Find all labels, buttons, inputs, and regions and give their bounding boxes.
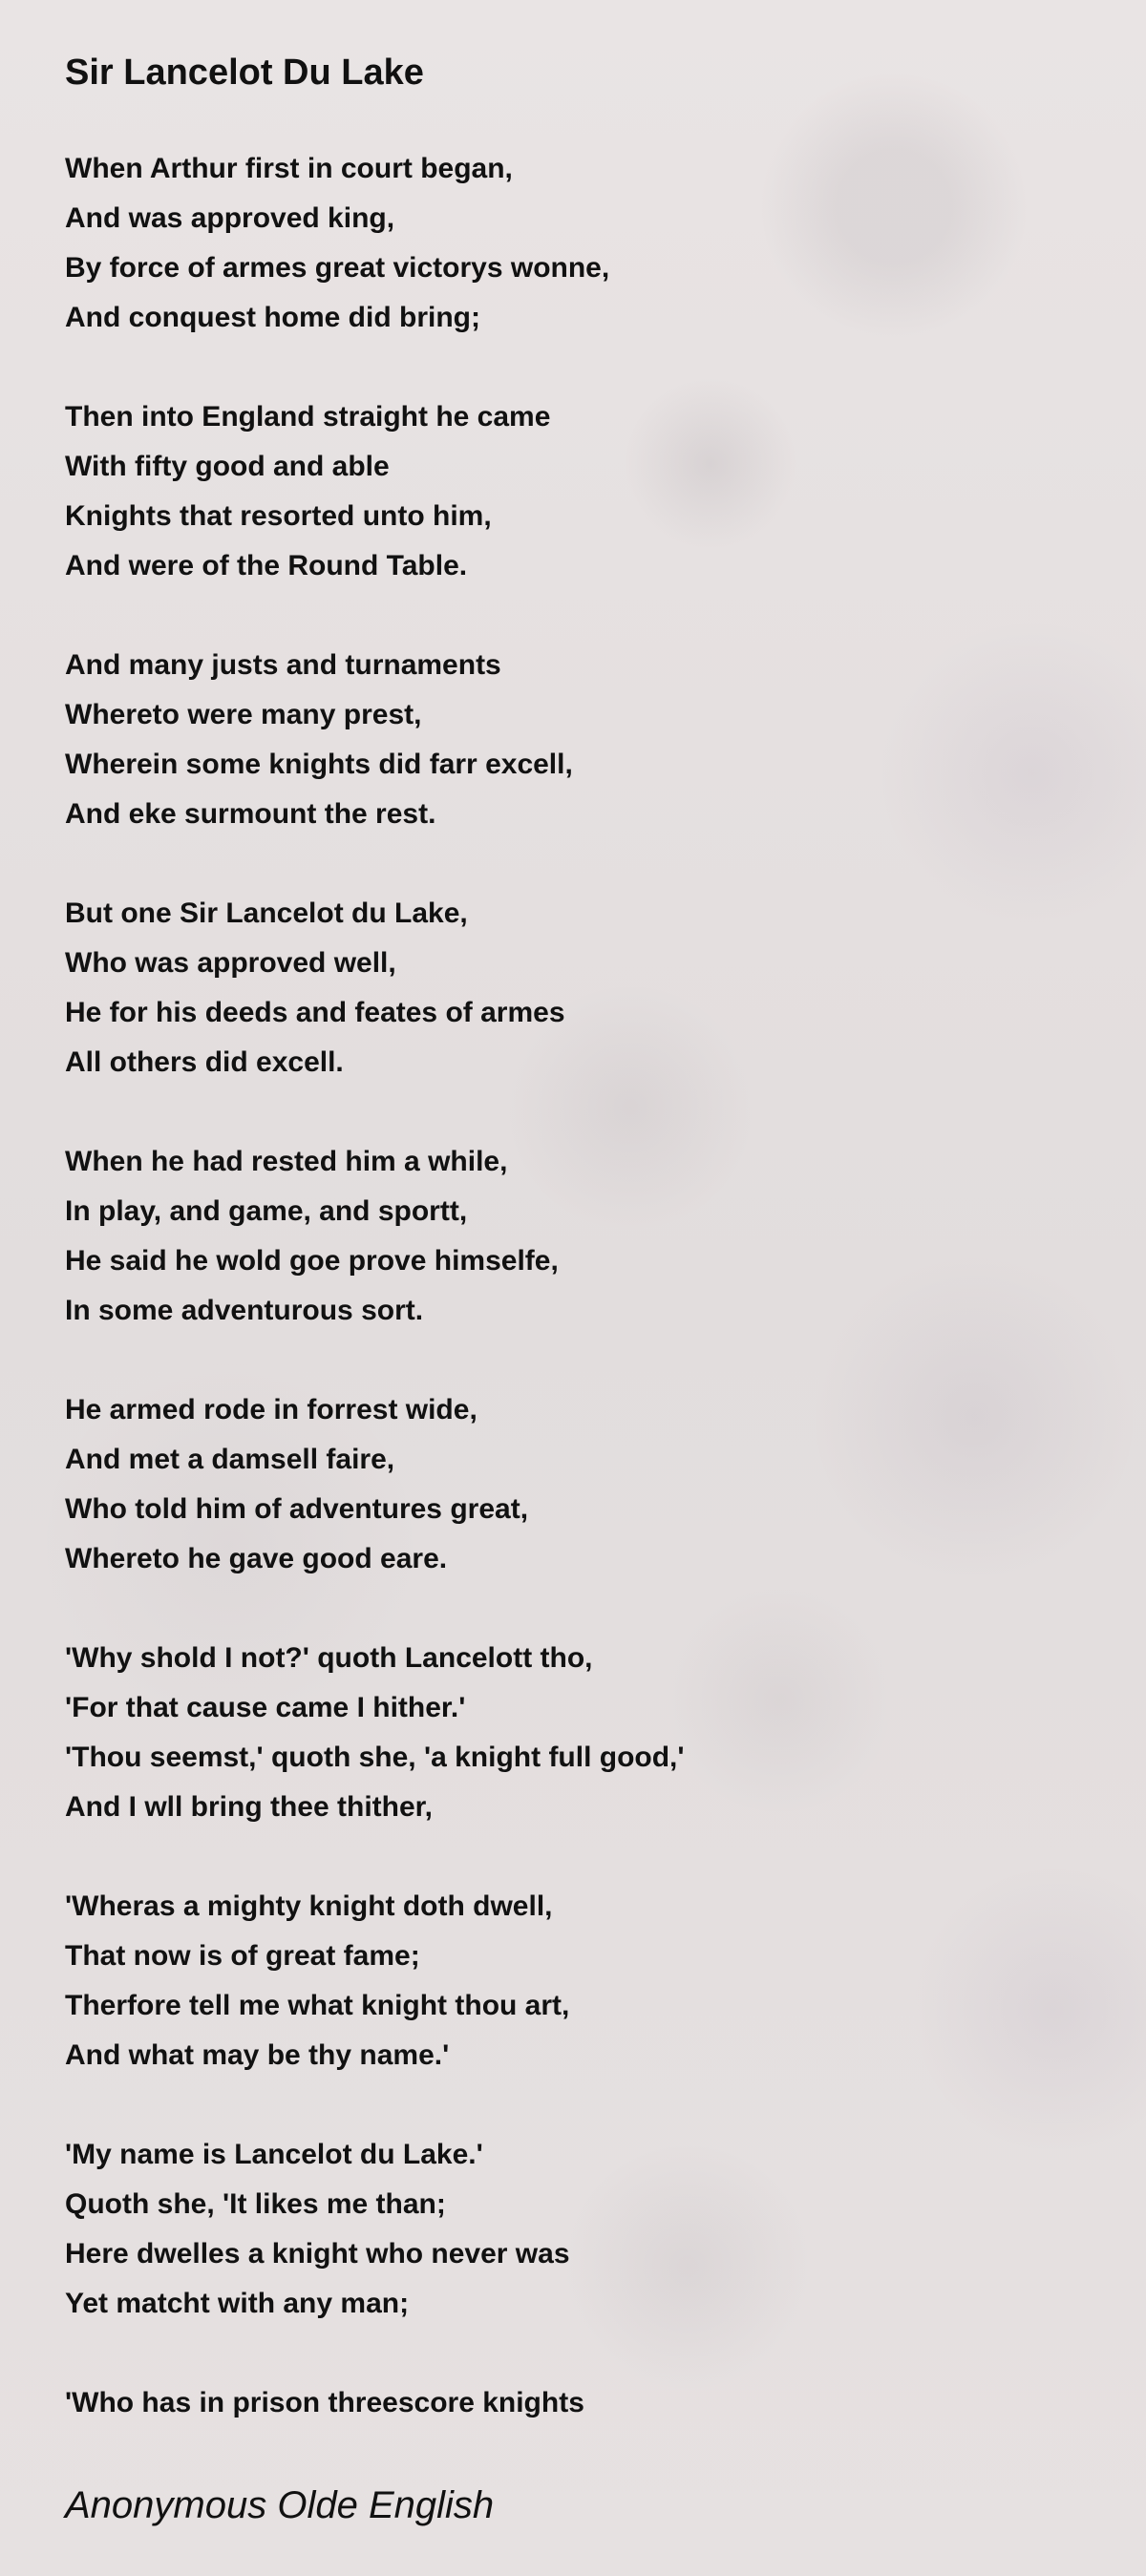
stanza-gap	[65, 2329, 1115, 2378]
poem-line: And I wll bring thee thither,	[65, 1791, 434, 1823]
poem-line: And many justs and turnaments	[65, 649, 501, 681]
poem-body	[65, 144, 1115, 2428]
poem-line: 'Wheras a mighty knight doth dwell,	[65, 1890, 553, 1922]
poem-line: And what may be thy name.'	[65, 2039, 450, 2071]
poem-line: He armed rode in forrest wide,	[65, 1394, 478, 1425]
poem-line: Quoth she, 'It likes me than;	[65, 2188, 446, 2220]
poem-line: Therfore tell me what knight thou art,	[65, 1990, 570, 2021]
poem-title: Sir Lancelot Du Lake	[65, 53, 424, 93]
poem-line: 'For that cause came I hither.'	[65, 1692, 466, 1723]
poem-line: And was approved king,	[65, 202, 395, 234]
poem-line: When Arthur first in court began,	[65, 153, 513, 184]
poem-line: 'Why shold I not?' quoth Lancelott tho,	[65, 1642, 593, 1674]
poem-line: With fifty good and able	[65, 451, 390, 482]
poem-line: Whereto he gave good eare.	[65, 1543, 448, 1574]
poem-line: Who told him of adventures great,	[65, 1493, 529, 1525]
stanza-gap	[65, 839, 1115, 889]
poem-line: 'Thou seemst,' quoth she, 'a knight full good,'	[65, 1742, 685, 1773]
poem-line: He for his deeds and feates of armes	[65, 997, 565, 1028]
stanza-gap	[65, 591, 1115, 641]
poem-line: In play, and game, and sportt,	[65, 1195, 468, 1227]
stanza-gap	[65, 343, 1115, 392]
poem-line: All others did excell.	[65, 1046, 344, 1078]
poem-line: Then into England straight he came	[65, 401, 551, 433]
poem-line: And conquest home did bring;	[65, 302, 480, 333]
poem-line: Knights that resorted unto him,	[65, 500, 492, 532]
poem-line: 'My name is Lancelot du Lake.'	[65, 2139, 483, 2170]
poem-line: When he had rested him a while,	[65, 1146, 508, 1177]
poem-line: Who was approved well,	[65, 947, 396, 979]
poem-line: Here dwelles a knight who never was	[65, 2238, 570, 2270]
poem-line: 'Who has in prison threescore knights	[65, 2387, 584, 2418]
stanza-gap	[65, 1832, 1115, 1882]
poem-line: Wherein some knights did farr excell,	[65, 749, 573, 780]
poem-line: That now is of great fame;	[65, 1940, 420, 1972]
stanza-gap	[65, 2080, 1115, 2130]
poem-line: And were of the Round Table.	[65, 550, 468, 581]
poem-line: And met a damsell faire,	[65, 1444, 395, 1475]
poem-line: But one Sir Lancelot du Lake,	[65, 897, 468, 929]
poem-line: In some adventurous sort.	[65, 1295, 424, 1326]
poem-author: Anonymous Olde English	[65, 2484, 495, 2526]
stanza-gap	[65, 1336, 1115, 1385]
stanza-gap	[65, 1584, 1115, 1634]
poem-line: Whereto were many prest,	[65, 699, 422, 730]
poem-line: He said he wold goe prove himselfe,	[65, 1245, 559, 1277]
stanza-gap	[65, 1087, 1115, 1137]
poem-line: Yet matcht with any man;	[65, 2288, 410, 2319]
poem-line: And eke surmount the rest.	[65, 798, 436, 830]
poem-line: By force of armes great victorys wonne,	[65, 252, 610, 284]
